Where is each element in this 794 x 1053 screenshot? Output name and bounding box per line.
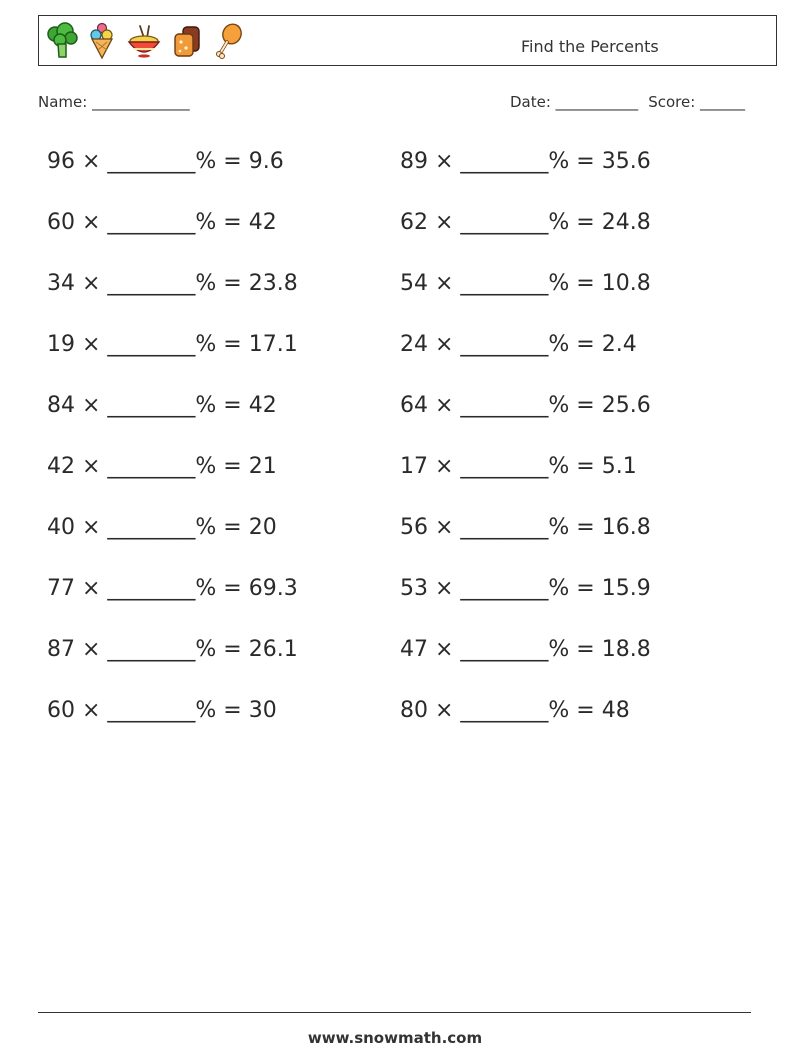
footer-url: www.snowmath.com — [307, 1029, 483, 1047]
problem-6[interactable]: 54 × ________% = 10.8 — [400, 271, 651, 296]
noodle-bowl-icon — [125, 22, 163, 60]
name-field[interactable]: Name: _____________ — [38, 93, 190, 111]
date-field[interactable]: Date: ___________ — [510, 93, 639, 111]
problem-16[interactable]: 53 × ________% = 15.9 — [400, 576, 651, 601]
problem-5[interactable]: 34 × ________% = 23.8 — [47, 271, 298, 296]
problem-13[interactable]: 40 × ________% = 20 — [47, 515, 277, 540]
problem-7[interactable]: 19 × ________% = 17.1 — [47, 332, 298, 357]
worksheet-header — [38, 15, 777, 66]
problem-4[interactable]: 62 × ________% = 24.8 — [400, 210, 651, 235]
problem-1[interactable]: 96 × ________% = 9.6 — [47, 149, 284, 174]
problem-14[interactable]: 56 × ________% = 16.8 — [400, 515, 651, 540]
problem-3[interactable]: 60 × ________% = 42 — [47, 210, 277, 235]
drumstick-icon — [213, 22, 243, 60]
problem-17[interactable]: 87 × ________% = 26.1 — [47, 637, 298, 662]
problem-20[interactable]: 80 × ________% = 48 — [400, 698, 630, 723]
worksheet-title: Find the Percents — [521, 37, 659, 56]
food-icons — [45, 21, 243, 61]
problem-18[interactable]: 47 × ________% = 18.8 — [400, 637, 651, 662]
problem-9[interactable]: 84 × ________% = 42 — [47, 393, 277, 418]
ice-cream-icon — [87, 22, 117, 60]
score-field[interactable]: Score: ______ — [648, 93, 746, 111]
date-score-fields — [510, 93, 745, 111]
bread-icon — [171, 22, 205, 60]
footer-divider — [38, 1012, 751, 1013]
problem-2[interactable]: 89 × ________% = 35.6 — [400, 149, 651, 174]
problem-15[interactable]: 77 × ________% = 69.3 — [47, 576, 298, 601]
problem-8[interactable]: 24 × ________% = 2.4 — [400, 332, 637, 357]
problem-19[interactable]: 60 × ________% = 30 — [47, 698, 277, 723]
problem-10[interactable]: 64 × ________% = 25.6 — [400, 393, 651, 418]
problem-12[interactable]: 17 × ________% = 5.1 — [400, 454, 637, 479]
broccoli-icon — [45, 22, 79, 60]
problem-11[interactable]: 42 × ________% = 21 — [47, 454, 277, 479]
